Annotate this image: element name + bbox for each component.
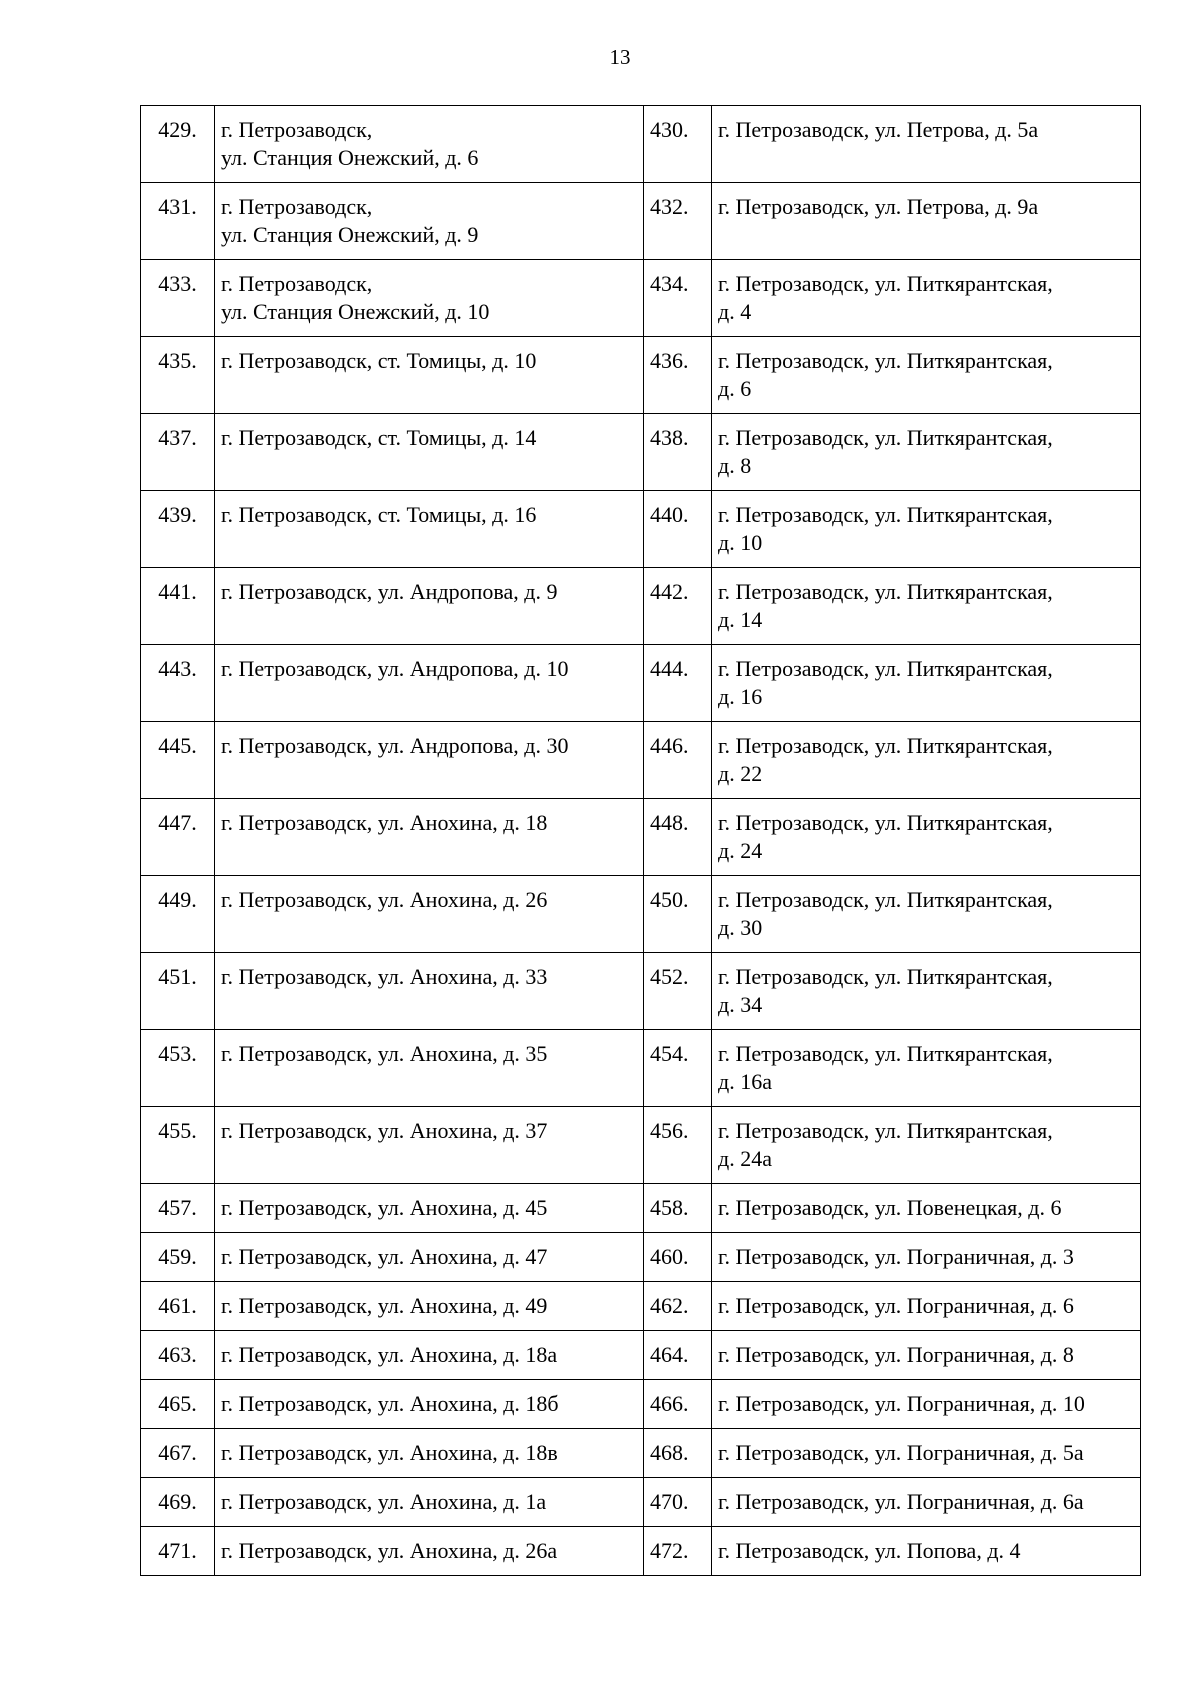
address-left (215, 1331, 644, 1380)
address-left (215, 337, 644, 414)
address-line: г. Петрозаводск, ул. Пограничная, д. 3 (718, 1244, 1074, 1269)
row-number-right: 452. (644, 953, 712, 1030)
address-right (712, 1429, 1141, 1478)
row-number-right: 432. (644, 183, 712, 260)
row-number-right: 436. (644, 337, 712, 414)
table-row (141, 337, 1141, 414)
table-row (141, 799, 1141, 876)
address-left (215, 645, 644, 722)
address-line: г. Петрозаводск, ул. Анохина, д. 18а (221, 1342, 558, 1367)
row-number-left: 463. (141, 1331, 215, 1380)
address-right (712, 1233, 1141, 1282)
row-number-left: 435. (141, 337, 215, 414)
address-left (215, 491, 644, 568)
address-left (215, 1233, 644, 1282)
address-right (712, 260, 1141, 337)
table-row (141, 1380, 1141, 1429)
table-row (141, 1030, 1141, 1107)
table-row (141, 645, 1141, 722)
row-number-left: 443. (141, 645, 215, 722)
row-number-left: 431. (141, 183, 215, 260)
row-number-right: 434. (644, 260, 712, 337)
table-row (141, 106, 1141, 183)
address-line: д. 24а (718, 1146, 772, 1171)
address-line: г. Петрозаводск, ул. Питкярантская, (718, 656, 1053, 681)
address-left (215, 414, 644, 491)
address-line: г. Петрозаводск, ул. Питкярантская, (718, 502, 1053, 527)
address-line: г. Петрозаводск, ул. Андропова, д. 9 (221, 579, 558, 604)
address-line: г. Петрозаводск, ул. Анохина, д. 37 (221, 1118, 548, 1143)
row-number-right: 468. (644, 1429, 712, 1478)
address-line: г. Петрозаводск, ул. Питкярантская, (718, 1118, 1053, 1143)
address-right (712, 1478, 1141, 1527)
address-left (215, 799, 644, 876)
address-left (215, 1184, 644, 1233)
address-line: г. Петрозаводск, ул. Анохина, д. 18в (221, 1440, 558, 1465)
table-row (141, 1107, 1141, 1184)
row-number-left: 467. (141, 1429, 215, 1478)
address-line: ул. Станция Онежский, д. 10 (221, 299, 490, 324)
row-number-left: 429. (141, 106, 215, 183)
address-line: г. Петрозаводск, ул. Пограничная, д. 10 (718, 1391, 1085, 1416)
address-line: д. 30 (718, 915, 763, 940)
address-right (712, 1331, 1141, 1380)
row-number-left: 457. (141, 1184, 215, 1233)
address-line: г. Петрозаводск, ул. Питкярантская, (718, 271, 1053, 296)
table-row (141, 1429, 1141, 1478)
address-line: г. Петрозаводск, ул. Петрова, д. 5а (718, 117, 1039, 142)
table-row (141, 1233, 1141, 1282)
address-line: д. 10 (718, 530, 763, 555)
address-right (712, 953, 1141, 1030)
address-right (712, 645, 1141, 722)
address-line: г. Петрозаводск, ул. Питкярантская, (718, 810, 1053, 835)
row-number-right: 456. (644, 1107, 712, 1184)
address-line: г. Петрозаводск, ул. Анохина, д. 18б (221, 1391, 559, 1416)
address-line: г. Петрозаводск, ул. Анохина, д. 47 (221, 1244, 548, 1269)
address-line: г. Петрозаводск, ул. Анохина, д. 26 (221, 887, 548, 912)
address-right (712, 799, 1141, 876)
address-table-body (141, 106, 1141, 1576)
table-row (141, 183, 1141, 260)
address-left (215, 1478, 644, 1527)
address-right (712, 1107, 1141, 1184)
address-line: д. 6 (718, 376, 752, 401)
address-left (215, 1030, 644, 1107)
row-number-right: 446. (644, 722, 712, 799)
address-line: ул. Станция Онежский, д. 6 (221, 145, 479, 170)
row-number-left: 465. (141, 1380, 215, 1429)
row-number-left: 449. (141, 876, 215, 953)
address-line: ул. Станция Онежский, д. 9 (221, 222, 479, 247)
address-left (215, 1107, 644, 1184)
row-number-left: 451. (141, 953, 215, 1030)
row-number-right: 470. (644, 1478, 712, 1527)
table-row (141, 1184, 1141, 1233)
address-line: г. Петрозаводск, ул. Анохина, д. 26а (221, 1538, 558, 1563)
row-number-left: 455. (141, 1107, 215, 1184)
address-right (712, 722, 1141, 799)
row-number-right: 450. (644, 876, 712, 953)
table-row (141, 1331, 1141, 1380)
address-line: г. Петрозаводск, ул. Андропова, д. 30 (221, 733, 569, 758)
address-line: г. Петрозаводск, ст. Томицы, д. 16 (221, 502, 537, 527)
address-line: г. Петрозаводск, (221, 271, 373, 296)
row-number-right: 460. (644, 1233, 712, 1282)
address-left (215, 722, 644, 799)
address-right (712, 106, 1141, 183)
row-number-right: 438. (644, 414, 712, 491)
address-left (215, 1282, 644, 1331)
address-left (215, 183, 644, 260)
address-line: г. Петрозаводск, ул. Пограничная, д. 5а (718, 1440, 1084, 1465)
row-number-left: 471. (141, 1527, 215, 1576)
row-number-right: 464. (644, 1331, 712, 1380)
row-number-right: 466. (644, 1380, 712, 1429)
row-number-right: 458. (644, 1184, 712, 1233)
table-row (141, 1282, 1141, 1331)
address-line: д. 14 (718, 607, 763, 632)
address-right (712, 337, 1141, 414)
address-line: г. Петрозаводск, ул. Анохина, д. 35 (221, 1041, 548, 1066)
address-right (712, 1184, 1141, 1233)
address-left (215, 106, 644, 183)
address-line: г. Петрозаводск, ул. Питкярантская, (718, 964, 1053, 989)
page-number: 13 (609, 45, 631, 69)
row-number-right: 440. (644, 491, 712, 568)
address-right (712, 568, 1141, 645)
row-number-right: 444. (644, 645, 712, 722)
row-number-left: 453. (141, 1030, 215, 1107)
address-line: г. Петрозаводск, (221, 117, 373, 142)
address-right (712, 1282, 1141, 1331)
row-number-right: 430. (644, 106, 712, 183)
address-line: г. Петрозаводск, ул. Анохина, д. 1а (221, 1489, 547, 1514)
row-number-left: 447. (141, 799, 215, 876)
table-row (141, 1478, 1141, 1527)
address-table (140, 105, 1141, 1576)
address-left (215, 876, 644, 953)
row-number-left: 461. (141, 1282, 215, 1331)
address-right (712, 414, 1141, 491)
row-number-right: 454. (644, 1030, 712, 1107)
address-line: д. 4 (718, 299, 752, 324)
address-line: г. Петрозаводск, ул. Повенецкая, д. 6 (718, 1195, 1062, 1220)
address-line: г. Петрозаводск, ул. Пограничная, д. 6а (718, 1489, 1084, 1514)
table-row (141, 491, 1141, 568)
address-line: г. Петрозаводск, ул. Пограничная, д. 8 (718, 1342, 1074, 1367)
address-right (712, 491, 1141, 568)
address-line: д. 16 (718, 684, 763, 709)
row-number-left: 437. (141, 414, 215, 491)
address-left (215, 1380, 644, 1429)
address-line: г. Петрозаводск, ст. Томицы, д. 10 (221, 348, 537, 373)
address-left (215, 1527, 644, 1576)
address-left (215, 1429, 644, 1478)
row-number-right: 448. (644, 799, 712, 876)
row-number-right: 442. (644, 568, 712, 645)
address-line: г. Петрозаводск, (221, 194, 373, 219)
row-number-left: 441. (141, 568, 215, 645)
address-line: г. Петрозаводск, ул. Питкярантская, (718, 579, 1053, 604)
address-line: д. 22 (718, 761, 763, 786)
address-line: д. 16а (718, 1069, 772, 1094)
row-number-left: 433. (141, 260, 215, 337)
table-row (141, 414, 1141, 491)
address-line: г. Петрозаводск, ст. Томицы, д. 14 (221, 425, 537, 450)
address-line: г. Петрозаводск, ул. Попова, д. 4 (718, 1538, 1021, 1563)
address-line: г. Петрозаводск, ул. Андропова, д. 10 (221, 656, 569, 681)
table-row (141, 722, 1141, 799)
row-number-right: 462. (644, 1282, 712, 1331)
address-line: д. 8 (718, 453, 752, 478)
address-line: г. Петрозаводск, ул. Питкярантская, (718, 1041, 1053, 1066)
address-line: д. 34 (718, 992, 763, 1017)
table-row (141, 953, 1141, 1030)
address-left (215, 260, 644, 337)
row-number-right: 472. (644, 1527, 712, 1576)
address-line: г. Петрозаводск, ул. Анохина, д. 49 (221, 1293, 548, 1318)
address-line: г. Петрозаводск, ул. Анохина, д. 33 (221, 964, 548, 989)
address-line: г. Петрозаводск, ул. Питкярантская, (718, 887, 1053, 912)
row-number-left: 439. (141, 491, 215, 568)
address-line: д. 24 (718, 838, 763, 863)
table-row (141, 260, 1141, 337)
address-line: г. Петрозаводск, ул. Питкярантская, (718, 425, 1053, 450)
address-line: г. Петрозаводск, ул. Пограничная, д. 6 (718, 1293, 1074, 1318)
address-line: г. Петрозаводск, ул. Анохина, д. 45 (221, 1195, 548, 1220)
address-right (712, 876, 1141, 953)
address-right (712, 183, 1141, 260)
address-line: г. Петрозаводск, ул. Петрова, д. 9а (718, 194, 1039, 219)
row-number-left: 469. (141, 1478, 215, 1527)
table-row (141, 876, 1141, 953)
table-row (141, 568, 1141, 645)
row-number-left: 445. (141, 722, 215, 799)
address-right (712, 1030, 1141, 1107)
table-row (141, 1527, 1141, 1576)
address-right (712, 1527, 1141, 1576)
address-line: г. Петрозаводск, ул. Анохина, д. 18 (221, 810, 548, 835)
address-left (215, 568, 644, 645)
address-right (712, 1380, 1141, 1429)
row-number-left: 459. (141, 1233, 215, 1282)
address-line: г. Петрозаводск, ул. Питкярантская, (718, 733, 1053, 758)
address-line: г. Петрозаводск, ул. Питкярантская, (718, 348, 1053, 373)
address-left (215, 953, 644, 1030)
